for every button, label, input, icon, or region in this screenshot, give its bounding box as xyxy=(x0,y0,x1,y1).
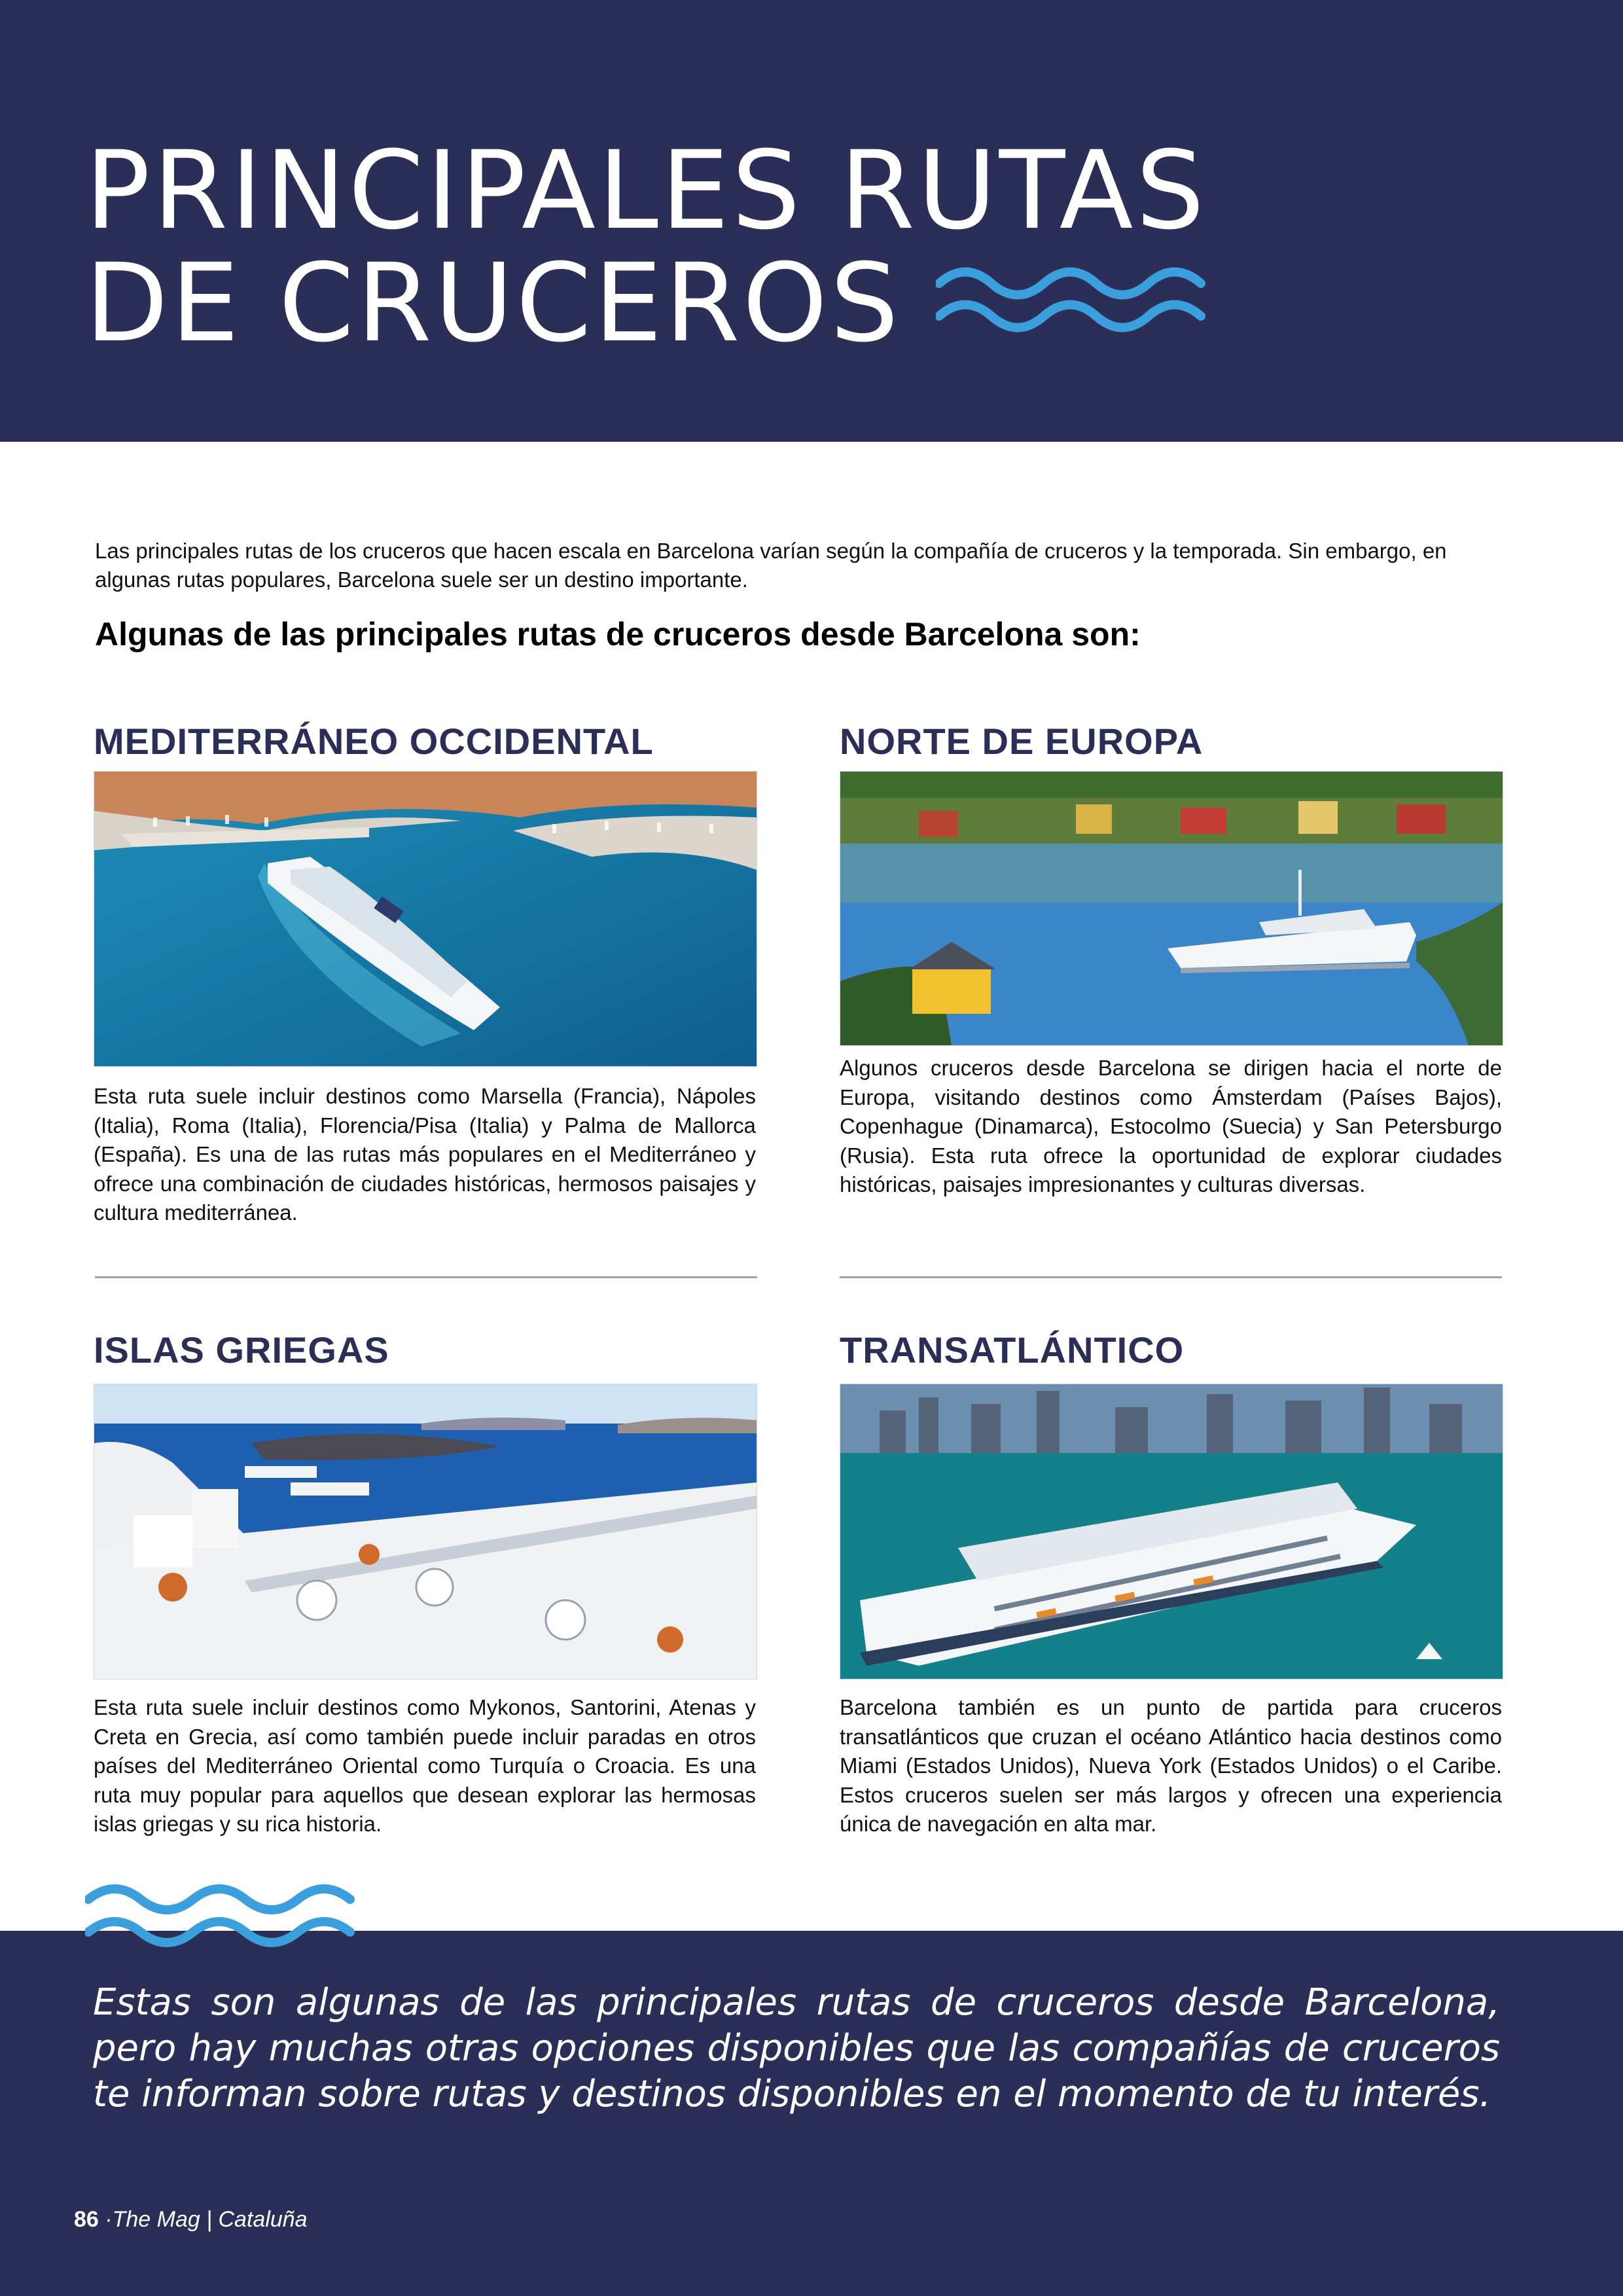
route-title: ISLAS GRIEGAS xyxy=(94,1329,389,1371)
title-line-2: DE CRUCEROS xyxy=(85,240,902,366)
waves-icon xyxy=(85,1880,366,1955)
route-description: Algunos cruceros desde Barcelona se dirigen hacia el norte de Europa, visitando destinos como Ámsterdam (Países Bajos), Copenhague (Dinamarca), Estocolmo (Suecia) y San Petersburgo (Rusia). Esta ruta ofrece la oportunidad de explorar ciudades históricas, paisajes impresionantes y culturas diversas. xyxy=(840,1056,1502,1196)
header-banner xyxy=(0,0,1623,442)
page-number: 86 xyxy=(74,2207,99,2232)
waves-icon xyxy=(936,260,1217,339)
route-islas-griegas xyxy=(94,1329,758,1836)
routes-subheading: Algunas de las principales rutas de cruceros desde Barcelona son: xyxy=(95,616,1141,653)
section-divider xyxy=(840,1276,1502,1278)
closing-statement: Estas son algunas de las principales rutas de cruceros desde Barcelona, pero hay muchas otras opciones disponibles que las compañías de cruceros te informan sobre rutas y destinos disponibles en el momento de tu interés. xyxy=(93,1981,1500,2115)
route-title: NORTE DE EUROPA xyxy=(840,721,1204,762)
route-description: Esta ruta suele incluir destinos como Mykonos, Santorini, Atenas y Creta en Grecia, así como también puede incluir paradas en otros países del Mediterráneo Oriental como Turquía o Croacia. Es una ruta muy popular para aquellos que desean explorar las hermosas islas griegas y su rica historia. xyxy=(94,1695,756,1836)
section-divider xyxy=(95,1276,757,1278)
route-norte-de-europa xyxy=(840,720,1504,1196)
cruise-ship-harbor-photo xyxy=(94,771,757,1067)
route-title: MEDITERRÁNEO OCCIDENTAL xyxy=(94,721,654,762)
route-description: Barcelona también es un punto de partida para cruceros transatlánticos que cruzan el océano Atlántico hacia destinos como Miami (Estados Unidos), Nueva York (Estados Unidos) o el Caribe. Estos cruceros suelen ser más largos y ofrecen una experiencia única de navegación en alta mar. xyxy=(840,1695,1502,1836)
title-line-1: PRINCIPALES RUTAS xyxy=(85,128,1207,253)
route-title: TRANSATLÁNTICO xyxy=(840,1329,1185,1371)
intro-paragraph: Las principales rutas de los cruceros que hacen escala en Barcelona varían según la compañía de cruceros y la temporada. Sin embargo, en algunas rutas populares, Barcelona suele ser un destino importante. xyxy=(95,539,1447,592)
santorini-terrace-photo xyxy=(94,1384,757,1679)
route-transatlantico xyxy=(840,1329,1504,1836)
page-folio xyxy=(74,2207,308,2233)
cruise-ship-fjord-photo xyxy=(840,771,1503,1046)
cruise-ship-skyline-photo xyxy=(840,1384,1503,1679)
route-mediterraneo-occidental xyxy=(94,720,758,1225)
route-description: Esta ruta suele incluir destinos como Marsella (Francia), Nápoles (Italia), Roma (Italia), Florencia/Pisa (Italia) y Palma de Mallorca (España). Es una de las rutas más populares en el Mediterráneo y ofrece una combinación de ciudades históricas, hermosos paisajes y cultura mediterránea. xyxy=(94,1084,756,1225)
publication-name: ·The Mag | Cataluña xyxy=(98,2207,308,2232)
